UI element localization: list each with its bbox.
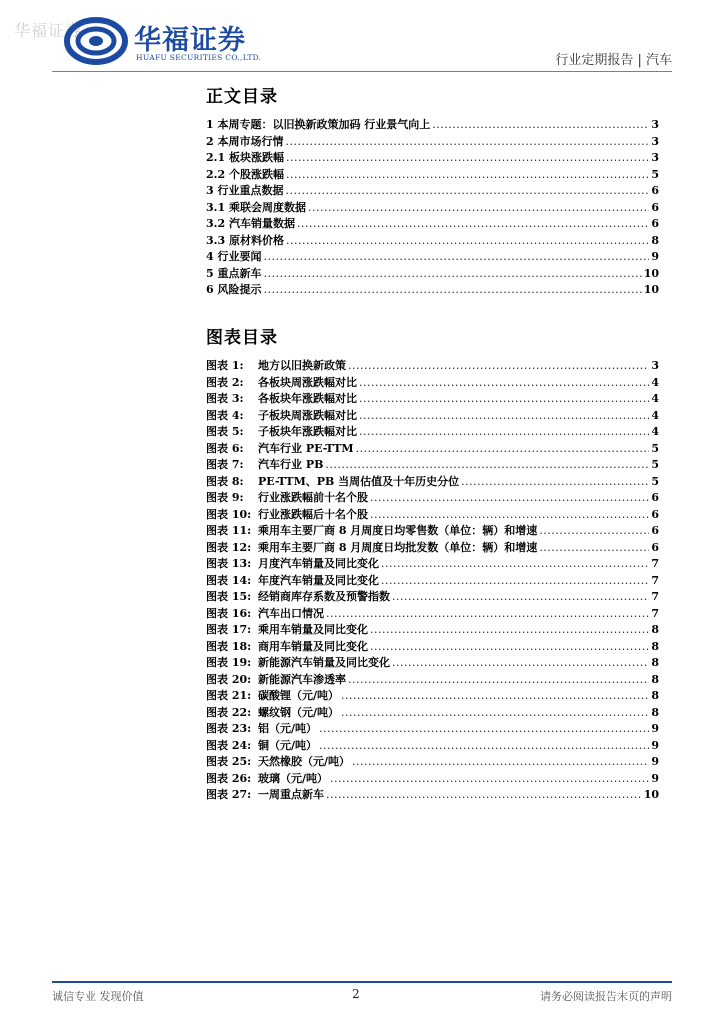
- figure-entry: [206, 738, 319, 755]
- figure-list-item[interactable]: [206, 540, 659, 557]
- dot-leader: [326, 787, 642, 804]
- page-number: 2: [352, 987, 360, 1001]
- figure-page-number: 9: [651, 722, 659, 735]
- figure-entry: [206, 655, 392, 672]
- dot-leader: [359, 391, 649, 408]
- dot-leader: [370, 490, 649, 507]
- figure-number: 图表 9:: [206, 491, 244, 504]
- figure-list-item[interactable]: [206, 391, 659, 408]
- dot-leader: [359, 424, 649, 441]
- toc-item-label: 3.3 原材料价格: [206, 233, 284, 247]
- figure-label: 行业涨跌幅后十名个股: [258, 507, 368, 521]
- figure-list-title: 图表目录: [206, 328, 278, 348]
- toc-page-number: 9: [651, 250, 659, 263]
- dot-leader: [325, 457, 649, 474]
- toc-item-label: 1 本周专题：以旧换新政策加码 行业景气向上: [206, 118, 431, 131]
- toc-title: 正文目录: [206, 87, 278, 107]
- figure-number: 图表 23:: [206, 722, 252, 735]
- figure-page-number: 6: [651, 524, 659, 537]
- figure-entry: [206, 540, 539, 557]
- figure-entry: [206, 639, 370, 656]
- figure-number: 图表 14:: [206, 573, 252, 587]
- figure-number: 图表 6:: [206, 441, 244, 455]
- figure-entry: [206, 507, 370, 524]
- figure-label: 各板块周涨跌幅对比: [258, 375, 357, 389]
- figure-number: 图表 15:: [206, 590, 252, 603]
- company-name-en: HUAFU SECURITIES CO.,LTD.: [136, 53, 262, 62]
- figure-list-item[interactable]: [206, 672, 659, 689]
- figure-label: 汽车行业 PB: [258, 458, 324, 471]
- toc-item-label: 2.1 板块涨跌幅: [206, 151, 284, 164]
- figure-page-number: 6: [651, 540, 659, 554]
- figure-entry: [206, 705, 341, 722]
- toc-page-number: 8: [651, 233, 659, 247]
- toc-item-label: 2.2 个股涨跌幅: [206, 167, 284, 181]
- figure-page-number: 3: [651, 359, 659, 372]
- figure-number: 图表 26:: [206, 771, 252, 785]
- toc-item-label: 5 重点新车: [206, 266, 262, 280]
- dot-leader: [359, 375, 649, 392]
- figure-list-item[interactable]: [206, 754, 659, 771]
- figure-entry: [206, 474, 461, 491]
- dot-leader: [263, 266, 641, 283]
- figure-list-item[interactable]: [206, 474, 659, 491]
- figure-entry: [206, 606, 326, 623]
- toc-item[interactable]: [206, 216, 659, 233]
- toc-page-number: 6: [651, 200, 659, 214]
- figure-number: 图表 22:: [206, 705, 252, 719]
- figure-label: 汽车行业 PE-TTM: [258, 441, 354, 455]
- figure-entry: [206, 787, 326, 804]
- figure-number: 图表 2:: [206, 375, 244, 389]
- figure-page-number: 7: [651, 557, 659, 570]
- figure-page-number: 8: [651, 689, 659, 702]
- figure-label: 螺纹钢（元/吨）: [258, 705, 340, 719]
- footer-slogan: 诚信专业 发现价值: [52, 990, 144, 1003]
- toc-page-number: 6: [651, 184, 659, 197]
- figure-list: [206, 358, 659, 804]
- figure-entry: [206, 391, 359, 408]
- figure-number: 图表 11:: [206, 524, 252, 537]
- figure-label: 乘用车主要厂商 8 月周度日均零售数（单位：辆）和增速: [258, 524, 538, 537]
- figure-entry: [206, 721, 319, 738]
- figure-number: 图表 12:: [206, 540, 252, 554]
- figure-number: 图表 16:: [206, 606, 252, 620]
- figure-list-item[interactable]: [206, 375, 659, 392]
- figure-number: 图表 3:: [206, 392, 244, 405]
- figure-list-item[interactable]: [206, 490, 659, 507]
- huafu-logo-icon: [64, 16, 128, 66]
- figure-label: 新能源汽车销量及同比变化: [258, 656, 390, 669]
- figure-entry: [206, 688, 341, 705]
- figure-entry: [206, 622, 370, 639]
- figure-list-item[interactable]: [206, 738, 659, 755]
- figure-number: 图表 24:: [206, 738, 252, 752]
- dot-leader: [432, 117, 649, 134]
- toc-page-number: 10: [643, 283, 659, 296]
- dot-leader: [285, 183, 649, 200]
- toc-item[interactable]: [206, 134, 659, 151]
- figure-list-item[interactable]: [206, 639, 659, 656]
- figure-page-number: 8: [651, 705, 659, 719]
- figure-label: 铝（元/吨）: [258, 722, 318, 735]
- dot-leader: [308, 200, 649, 217]
- figure-page-number: 4: [651, 375, 659, 389]
- figure-page-number: 9: [651, 771, 659, 785]
- dot-leader: [286, 150, 649, 167]
- toc-item-label: 3.2 汽车销量数据: [206, 217, 295, 230]
- figure-page-number: 5: [651, 441, 659, 455]
- dot-leader: [285, 134, 649, 151]
- figure-number: 图表 7:: [206, 458, 244, 471]
- dot-leader: [539, 540, 649, 557]
- figure-number: 图表 21:: [206, 689, 252, 702]
- figure-label: 玻璃（元/吨）: [258, 771, 329, 785]
- dot-leader: [392, 589, 649, 606]
- figure-page-number: 7: [651, 606, 659, 620]
- figure-list-item[interactable]: [206, 606, 659, 623]
- dot-leader: [319, 738, 649, 755]
- toc-item[interactable]: [206, 249, 659, 266]
- figure-entry: [206, 556, 381, 573]
- dot-leader: [319, 721, 649, 738]
- dot-leader: [297, 216, 649, 233]
- figure-list-item[interactable]: [206, 523, 659, 540]
- dot-leader: [370, 639, 649, 656]
- dot-leader: [348, 672, 649, 689]
- dot-leader: [359, 408, 649, 425]
- figure-entry: [206, 589, 392, 606]
- figure-label: 碳酸锂（元/吨）: [258, 689, 340, 702]
- dot-leader: [326, 606, 649, 623]
- figure-label: 天然橡胶（元/吨）: [258, 755, 351, 768]
- dot-leader: [341, 688, 649, 705]
- report-type-label: 行业定期报告 | 汽车: [555, 53, 672, 68]
- company-logo: [64, 16, 274, 68]
- toc-item[interactable]: [206, 282, 659, 299]
- toc-item[interactable]: [206, 167, 659, 184]
- figure-entry: [206, 771, 330, 788]
- toc-item-label: 2 本周市场行情: [206, 134, 284, 148]
- figure-entry: [206, 573, 381, 590]
- figure-number: 图表 5:: [206, 425, 244, 438]
- footer-disclaimer: 请务必阅读报告末页的声明: [540, 990, 672, 1003]
- toc-list: [206, 117, 659, 299]
- figure-number: 图表 10:: [206, 507, 252, 521]
- figure-number: 图表 18:: [206, 639, 252, 653]
- figure-list-item[interactable]: [206, 771, 659, 788]
- figure-entry: [206, 375, 359, 392]
- figure-list-item[interactable]: [206, 408, 659, 425]
- figure-list-item[interactable]: [206, 507, 659, 524]
- toc-page-number: 3: [651, 134, 659, 148]
- figure-label: 乘用车主要厂商 8 月周度日均批发数（单位：辆）和增速: [258, 540, 538, 554]
- figure-page-number: 4: [651, 408, 659, 422]
- figure-number: 图表 27:: [206, 788, 252, 801]
- toc-page-number: 5: [651, 167, 659, 181]
- figure-list-item[interactable]: [206, 457, 659, 474]
- dot-leader: [341, 705, 649, 722]
- figure-entry: [206, 457, 325, 474]
- company-name-cn: 华福证券: [134, 25, 246, 56]
- toc-page-number: 3: [651, 118, 659, 131]
- figure-page-number: 8: [651, 672, 659, 686]
- figure-number: 图表 17:: [206, 623, 252, 636]
- toc-item[interactable]: [206, 266, 659, 283]
- figure-number: 图表 1:: [206, 359, 244, 372]
- figure-page-number: 7: [651, 590, 659, 603]
- dot-leader: [286, 233, 649, 250]
- figure-entry: [206, 754, 352, 771]
- figure-label: 经销商库存系数及预警指数: [258, 590, 390, 603]
- dot-leader: [370, 507, 649, 524]
- figure-page-number: 4: [651, 425, 659, 438]
- figure-list-item[interactable]: [206, 622, 659, 639]
- header-divider: [52, 71, 672, 72]
- figure-list-item[interactable]: [206, 556, 659, 573]
- figure-label: 乘用车销量及同比变化: [258, 623, 368, 636]
- figure-page-number: 8: [651, 656, 659, 669]
- figure-list-item[interactable]: [206, 358, 659, 375]
- toc-item[interactable]: [206, 150, 659, 167]
- toc-item-label: 6 风险提示: [206, 283, 262, 296]
- dot-leader: [392, 655, 649, 672]
- figure-label: 一周重点新车: [258, 788, 324, 801]
- toc-page-number: 3: [651, 151, 659, 164]
- figure-label: 行业涨跌幅前十名个股: [258, 491, 368, 504]
- figure-label: PE-TTM、PB 当周估值及十年历史分位: [258, 474, 460, 488]
- toc-item[interactable]: [206, 200, 659, 217]
- figure-entry: [206, 523, 539, 540]
- figure-page-number: 5: [651, 474, 659, 488]
- dot-leader: [381, 573, 649, 590]
- figure-entry: [206, 490, 370, 507]
- footer-divider: [52, 981, 672, 983]
- dot-leader: [370, 622, 649, 639]
- dot-leader: [330, 771, 649, 788]
- dot-leader: [539, 523, 649, 540]
- figure-list-item[interactable]: [206, 573, 659, 590]
- figure-list-item[interactable]: [206, 705, 659, 722]
- figure-entry: [206, 358, 348, 375]
- toc-page-number: 6: [651, 217, 659, 230]
- figure-label: 商用车销量及同比变化: [258, 639, 368, 653]
- figure-number: 图表 4:: [206, 408, 244, 422]
- figure-list-item[interactable]: [206, 787, 659, 804]
- figure-list-item[interactable]: [206, 424, 659, 441]
- dot-leader: [352, 754, 649, 771]
- figure-page-number: 5: [651, 458, 659, 471]
- figure-list-item[interactable]: [206, 589, 659, 606]
- toc-item-label: 4 行业要闻: [206, 250, 262, 263]
- figure-page-number: 6: [651, 491, 659, 504]
- figure-number: 图表 19:: [206, 656, 252, 669]
- watermark-text: 华福证券: [14, 21, 83, 40]
- figure-label: 铜（元/吨）: [258, 738, 318, 752]
- figure-page-number: 9: [651, 755, 659, 768]
- dot-leader: [461, 474, 649, 491]
- dot-leader: [263, 249, 649, 266]
- figure-list-item[interactable]: [206, 441, 659, 458]
- dot-leader: [286, 167, 649, 184]
- figure-number: 图表 8:: [206, 474, 244, 488]
- toc-item[interactable]: [206, 117, 659, 134]
- toc-page-number: 10: [643, 266, 659, 280]
- figure-page-number: 8: [651, 623, 659, 636]
- figure-number: 图表 20:: [206, 672, 252, 686]
- figure-page-number: 10: [643, 788, 659, 801]
- figure-page-number: 9: [651, 738, 659, 752]
- figure-label: 新能源汽车渗透率: [258, 672, 346, 686]
- figure-label: 子板块周涨跌幅对比: [258, 408, 357, 422]
- figure-entry: [206, 408, 359, 425]
- dot-leader: [356, 441, 650, 458]
- figure-label: 子板块年涨跌幅对比: [258, 425, 357, 438]
- figure-page-number: 8: [651, 639, 659, 653]
- figure-page-number: 4: [651, 392, 659, 405]
- dot-leader: [381, 556, 649, 573]
- figure-label: 各板块年涨跌幅对比: [258, 392, 357, 405]
- dot-leader: [348, 358, 649, 375]
- figure-number: 图表 25:: [206, 755, 252, 768]
- dot-leader: [263, 282, 641, 299]
- figure-label: 月度汽车销量及同比变化: [258, 557, 379, 570]
- figure-list-item[interactable]: [206, 655, 659, 672]
- toc-item[interactable]: [206, 233, 659, 250]
- figure-entry: [206, 424, 359, 441]
- figure-entry: [206, 672, 348, 689]
- figure-label: 汽车出口情况: [258, 606, 324, 620]
- figure-page-number: 6: [651, 507, 659, 521]
- figure-page-number: 7: [651, 573, 659, 587]
- figure-entry: [206, 441, 356, 458]
- figure-number: 图表 13:: [206, 557, 252, 570]
- toc-item-label: 3.1 乘联会周度数据: [206, 200, 306, 214]
- toc-item-label: 3 行业重点数据: [206, 184, 284, 197]
- figure-label: 年度汽车销量及同比变化: [258, 573, 379, 587]
- figure-list-item[interactable]: [206, 688, 659, 705]
- toc-item[interactable]: [206, 183, 659, 200]
- figure-label: 地方以旧换新政策: [258, 359, 346, 372]
- figure-list-item[interactable]: [206, 721, 659, 738]
